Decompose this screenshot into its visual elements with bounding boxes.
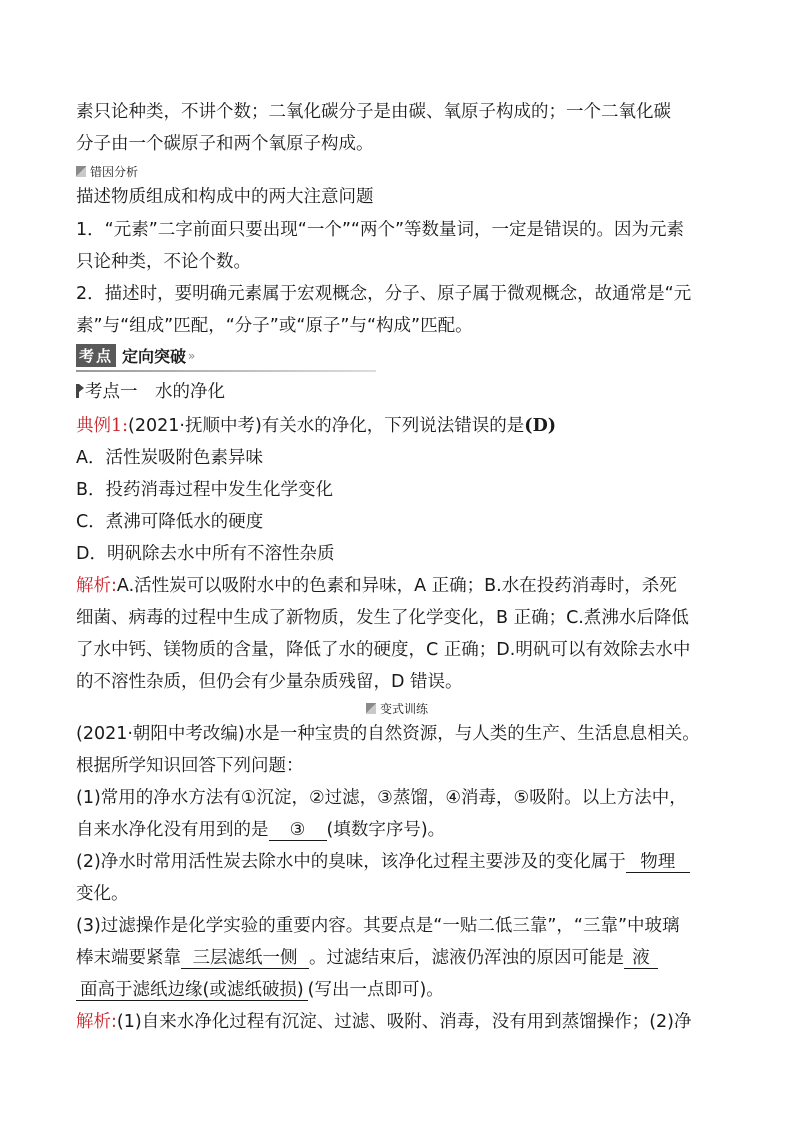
variant-analysis-line-1: 解析:(1)自来水净化过程有沉淀、过滤、吸附、消毒，没有用到蒸馏操作；(2)净 xyxy=(76,1012,692,1032)
error-item-1-line-2: 只论种类，不论个数。 xyxy=(76,252,251,272)
example-label: 典例 xyxy=(76,416,111,436)
q1-answer-blank: ③ xyxy=(269,820,327,841)
section-tag-icon xyxy=(366,703,376,714)
double-chevron-icon: » xyxy=(188,348,196,363)
variant-stem-line-1: (2021·朝阳中考改编)水是一种宝贵的自然资源，与人类的生产、生活息息相关。 xyxy=(76,724,700,744)
variant-stem-line-2: 根据所学知识回答下列问题： xyxy=(76,756,304,776)
example-analysis-line-3: 了水中钙、镁物质的含量，降低了水的硬度，C 正确；D.明矾可以有效除去水中 xyxy=(76,640,691,660)
option-b: B．投药消毒过程中发生化学变化 xyxy=(76,480,334,500)
q3-answer-blank-2b: 面高于滤纸边缘(或滤纸破损) xyxy=(76,980,308,1001)
q3-answer-blank-1: 三层滤纸一侧 xyxy=(181,948,309,969)
option-d: D．明矾除去水中所有不溶性杂质 xyxy=(76,544,335,564)
intro-line-2: 分子由一个碳原子和两个氧原子构成。 xyxy=(76,134,374,154)
example-analysis-line-1: 解析:A.活性炭可以吸附水中的色素和异味，A 正确；B.水在投药消毒时，杀死 xyxy=(76,576,677,596)
example-question: (2021·抚顺中考)有关水的净化，下列说法错误的是 xyxy=(128,416,525,436)
error-item-2-line-1: 2．描述时，要明确元素属于宏观概念，分子、原子属于微观概念，故通常是“元 xyxy=(76,284,692,304)
variant-heading: 变式训练 xyxy=(76,701,718,717)
section-tag-icon xyxy=(76,166,86,177)
q2-answer-blank: 物理 xyxy=(626,852,690,873)
example-answer: (D) xyxy=(524,416,557,436)
flag-icon xyxy=(76,384,79,398)
example-analysis-line-2: 细菌、病毒的过程中生成了新物质，发生了化学变化，B 正确；C.煮沸水后降低 xyxy=(76,608,689,628)
analysis-label: 解析: xyxy=(76,576,117,596)
error-item-2-line-2: 素”与“组成”匹配，“分子”或“原子”与“构成”匹配。 xyxy=(76,316,473,336)
q1-line-2: 自来水净化没有用到的是 ③ (填数字序号)。 xyxy=(76,820,446,840)
option-c: C．煮沸可降低水的硬度 xyxy=(76,512,264,532)
q3-line-3: 面高于滤纸边缘(或滤纸破损) (写出一点即可)。 xyxy=(76,978,444,1002)
q3-answer-blank-2a: 液 xyxy=(624,948,658,969)
banner-rule xyxy=(76,370,376,372)
example-analysis-line-4: 的不溶性杂质，但仍会有少量杂质残留，D 错误。 xyxy=(76,672,463,692)
section-banner xyxy=(76,344,376,370)
banner-title: 定向突破 xyxy=(122,347,187,366)
q3-line-2: 棒末端要紧靠 三层滤纸一侧 。过滤结束后，滤液仍浑浊的原因可能是 液 xyxy=(76,946,658,970)
error-item-1-line-1: 1．“元素”二字前面只要出现“一个”“两个”等数量词，一定是错误的。因为元素 xyxy=(76,220,685,240)
intro-line-1: 素只论种类，不讲个数；二氧化碳分子是由碳、氧原子构成的；一个二氧化碳 xyxy=(76,102,671,122)
option-a: A．活性炭吸附色素异味 xyxy=(76,448,263,468)
error-analysis-subtitle: 描述物质组成和构成中的两大注意问题 xyxy=(76,187,374,207)
section-title: 考点一 水的净化 xyxy=(76,380,225,404)
q2-line-1: (2)净水时常用活性炭去除水中的臭味，该净化过程主要涉及的变化属于 物理 xyxy=(76,850,690,874)
error-analysis-heading: 错因分析 xyxy=(76,164,138,180)
example-stem xyxy=(76,414,556,438)
banner-badge: 考点 xyxy=(76,344,116,367)
example-number: 1: xyxy=(111,416,129,436)
q3-line-1: (3)过滤操作是化学实验的重要内容。其要点是“一贴二低三靠”，“三靠”中玻璃 xyxy=(76,916,680,936)
q2-line-2: 变化。 xyxy=(76,884,129,904)
analysis-label: 解析: xyxy=(76,1012,117,1032)
q1-line-1: (1)常用的净水方法有①沉淀，②过滤，③蒸馏，④消毒，⑤吸附。以上方法中， xyxy=(76,788,687,808)
